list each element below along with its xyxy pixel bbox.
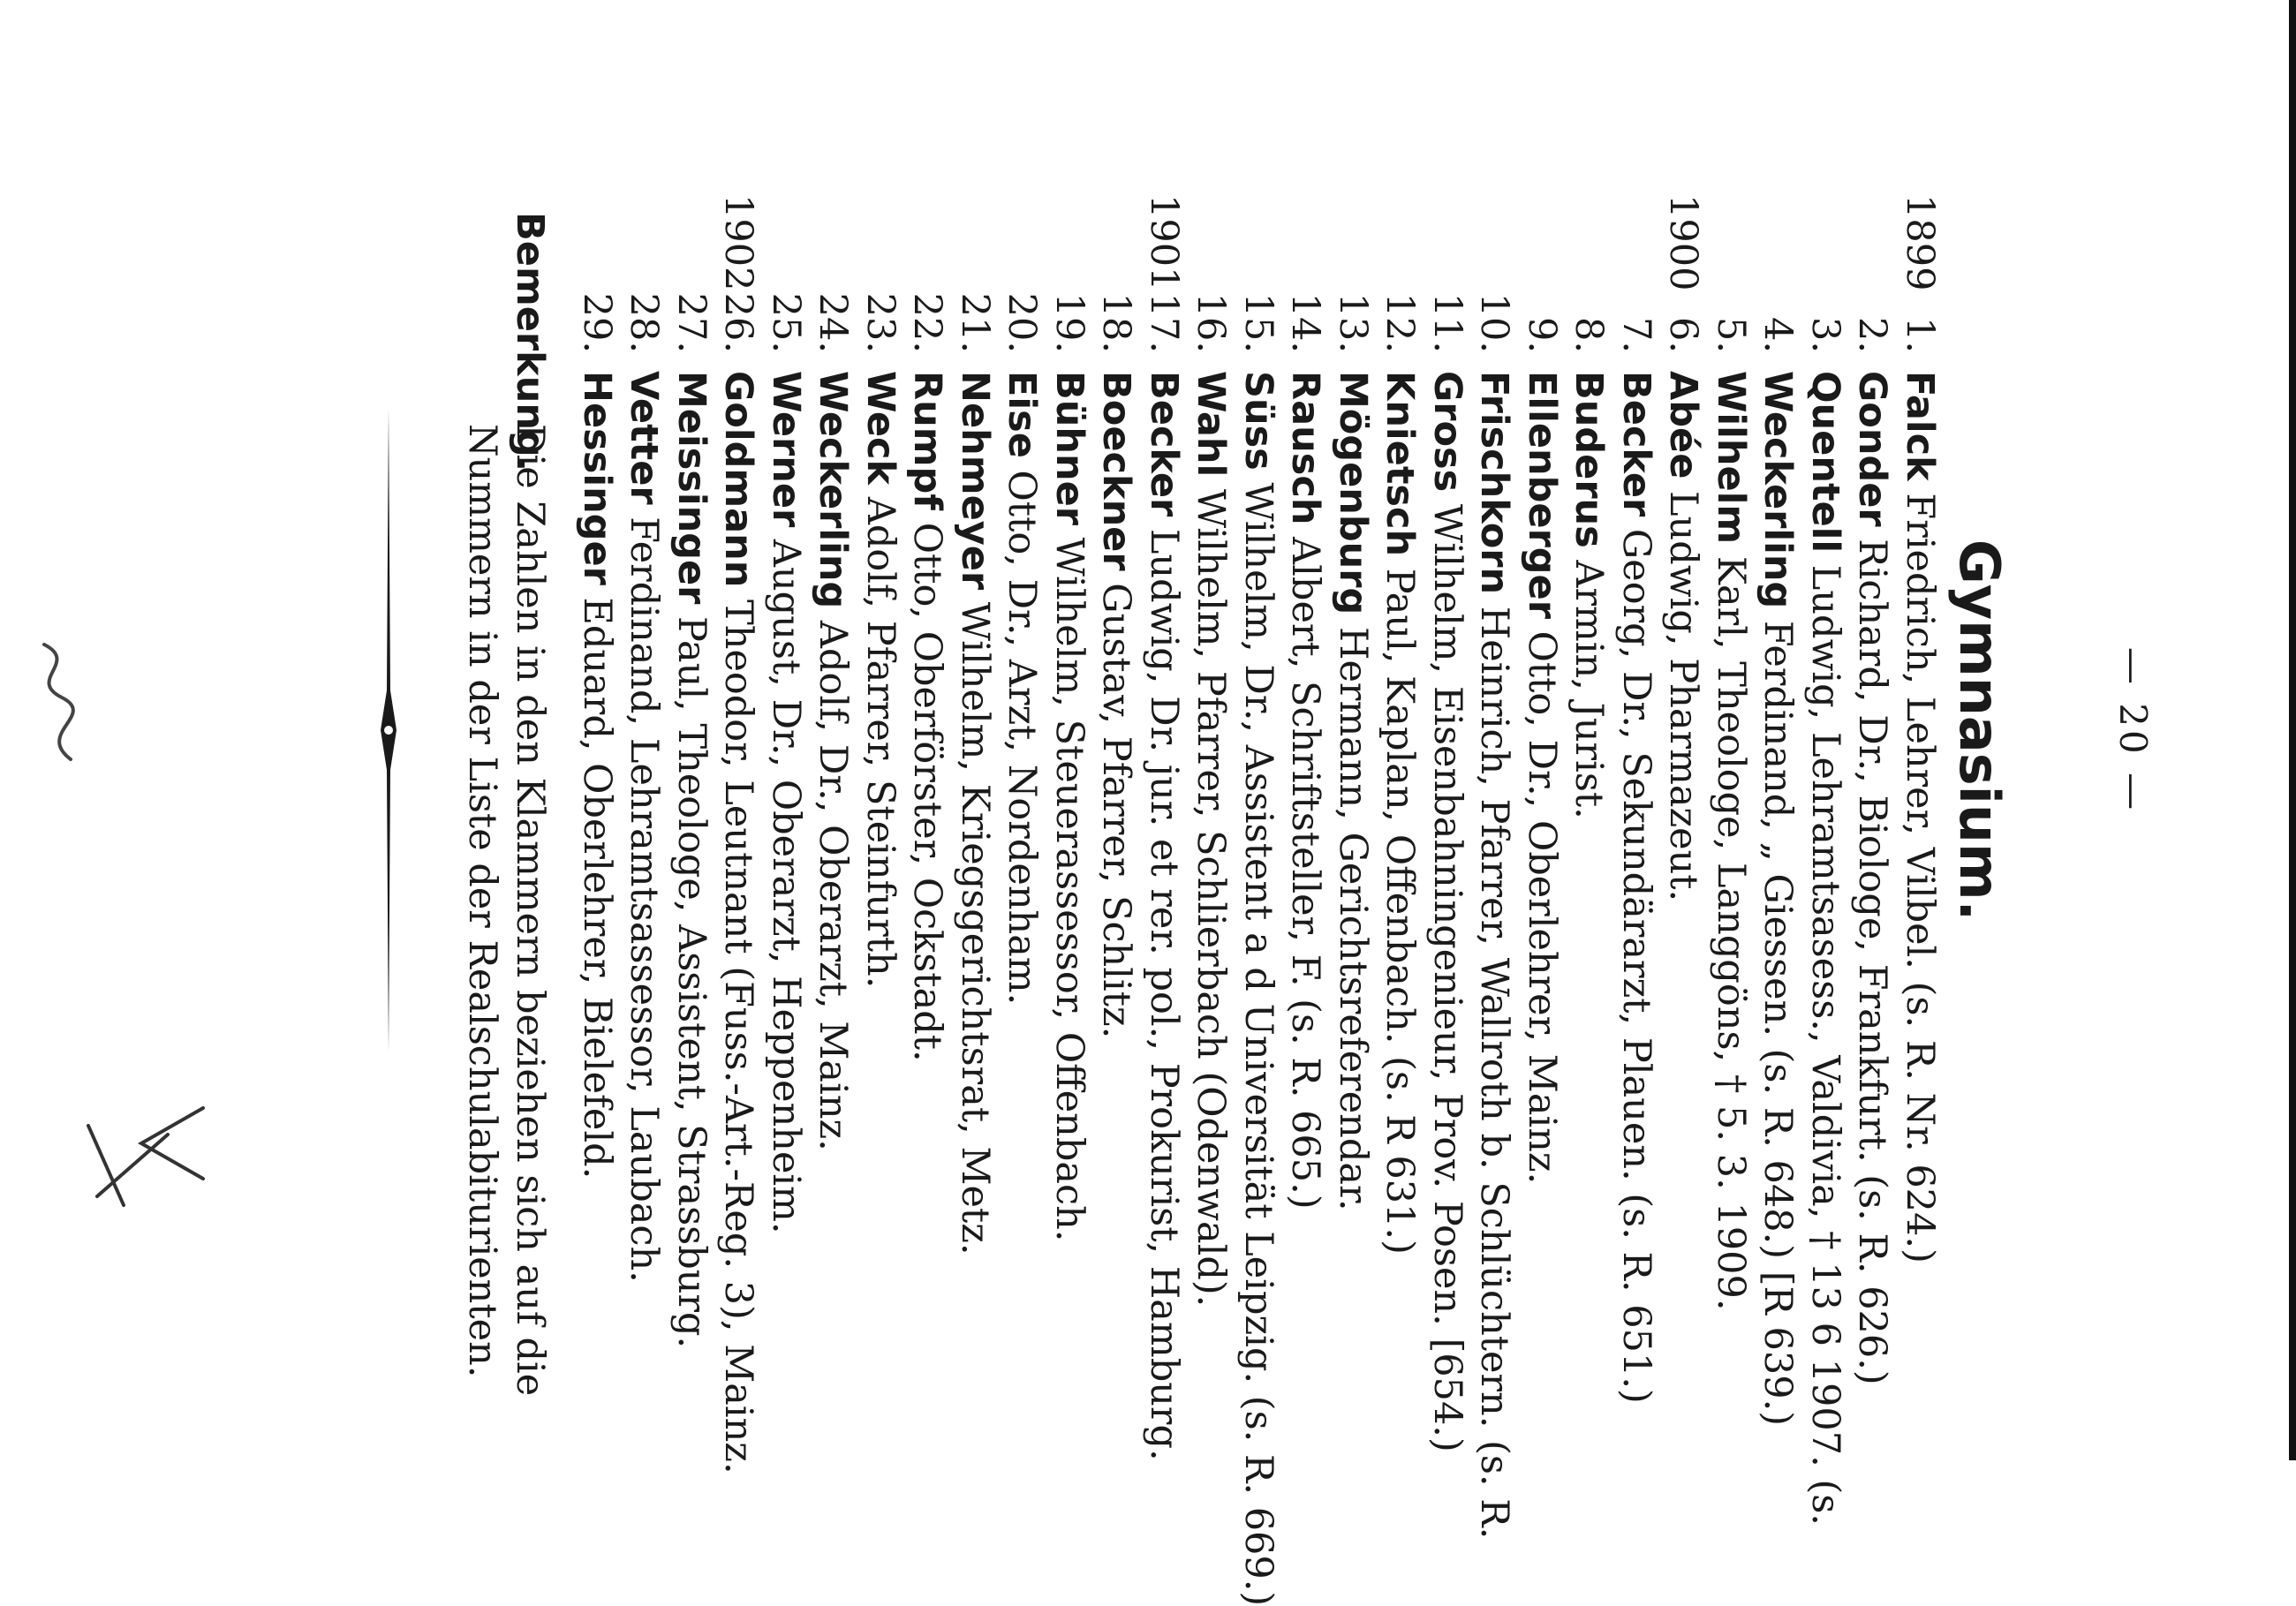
entry-details: Ferdinand, „ Giessen. (s. R. 648.) [R 639.) — [1756, 608, 1801, 1427]
entry-surname: Gross — [1425, 371, 1469, 493]
entry-text — [1896, 371, 1944, 1263]
entry-text — [1235, 371, 1282, 1606]
entry-text — [951, 371, 999, 1255]
list-item — [620, 194, 668, 1466]
entry-number: 9. — [1520, 316, 1564, 353]
entry-text — [1659, 371, 1707, 901]
entry-text — [573, 371, 621, 1179]
entry-number: 19. — [1047, 292, 1091, 353]
list-item — [1281, 194, 1329, 1466]
entry-details: Wilhelm, Steuerassessor, Offenbach. — [1047, 524, 1091, 1242]
list-item — [1848, 194, 1896, 1466]
list-item — [1754, 194, 1801, 1466]
list-item — [1896, 194, 1944, 1466]
entry-surname: Frischkorn — [1472, 371, 1517, 595]
entry-surname: Wilhelm — [1709, 371, 1753, 545]
entry-text — [1092, 371, 1140, 1038]
entry-text — [857, 371, 904, 988]
entry-surname: Becker — [1142, 371, 1186, 517]
entry-details: Paul, Theologe, Assistent, Strassburg. — [669, 604, 714, 1349]
entry-surname: Mögenburg — [1331, 371, 1375, 615]
entry-text — [1801, 371, 1849, 1526]
entry-number: 20. — [1000, 292, 1045, 353]
entry-details: Adolf, Dr., Oberarzt, Mainz. — [811, 608, 856, 1151]
list-item — [1140, 194, 1188, 1466]
entry-number: 17. — [1142, 292, 1186, 353]
entry-surname: Ellenberger — [1520, 371, 1564, 619]
entry-number: 8. — [1567, 316, 1612, 353]
list-item — [903, 194, 951, 1466]
entry-surname: Knietsch — [1378, 371, 1423, 557]
entry-number: 26. — [716, 292, 761, 353]
entry-surname: Buderus — [1567, 371, 1612, 548]
entry-surname: Bühner — [1047, 371, 1091, 525]
list-item — [1707, 194, 1755, 1466]
entry-number: 22. — [905, 292, 950, 353]
entry-details: Heinrich, Pfarrer, Wallroth b. Schlüchtern. (s. R. — [1472, 594, 1517, 1540]
list-item — [1801, 194, 1849, 1526]
entry-text — [762, 371, 810, 1234]
entry-surname: Süss — [1236, 371, 1280, 471]
list-item — [1612, 194, 1660, 1466]
entry-surname: Hessinger — [575, 371, 619, 585]
remark-text-line-2: Nummern in der Liste der Realschulabiturienten. — [460, 424, 504, 1378]
entry-surname: Werner — [764, 371, 808, 528]
entry-number: 28. — [622, 292, 667, 353]
entry-details: Eduard, Oberlehrer, Bielefeld. — [575, 584, 619, 1180]
list-item — [1235, 194, 1282, 1606]
entry-surname: Goldmann — [716, 371, 761, 588]
entry-surname: Vetter — [622, 371, 667, 505]
entry-number: 12. — [1378, 292, 1423, 353]
list-item — [857, 194, 904, 1466]
entry-details: Ludwig, Pharmazeut. — [1661, 479, 1706, 902]
entry-text — [1329, 371, 1377, 1211]
entry-details: Richard, Dr., Biologe, Frankfurt. (s. R. 626.) — [1850, 526, 1895, 1385]
list-item — [1092, 194, 1140, 1466]
list-item — [1424, 194, 1471, 1466]
entry-text — [1754, 371, 1801, 1426]
entry-surname: Rumpf — [905, 371, 950, 511]
entry-details: Paul, Kaplan, Offenbach. (s. R 631.) — [1378, 556, 1423, 1255]
list-item — [951, 194, 999, 1466]
entry-text — [998, 371, 1046, 1005]
entry-details: Albert, Schriftsteller, F. (s. R. 665.) — [1283, 524, 1328, 1210]
entry-number: 18. — [1094, 292, 1139, 353]
entry-number: 14. — [1283, 292, 1328, 353]
entry-number: 27. — [669, 292, 714, 353]
entry-surname: Boeckner — [1094, 371, 1139, 571]
list-item — [1187, 194, 1235, 1466]
entry-number: 23. — [858, 292, 903, 353]
entry-number: 15. — [1236, 292, 1280, 353]
remark-label: Bemerkung. — [508, 212, 552, 472]
entry-text — [1565, 371, 1612, 819]
entry-surname: Gonder — [1850, 371, 1895, 527]
entry-details: August, Dr., Oberarzt, Heppenheim. — [764, 527, 808, 1234]
entry-details: Georg, Dr., Sekundärarzt, Plauen. (s. R. 651.) — [1614, 516, 1658, 1404]
ornament-divider — [375, 408, 402, 1052]
entry-surname: Weck — [858, 371, 903, 486]
entry-text — [1848, 371, 1896, 1385]
entry-surname: Becker — [1614, 371, 1658, 517]
entry-text — [620, 371, 668, 1283]
entry-year: 1902 — [716, 194, 761, 291]
entry-details: Wilhelm, Kriegsgerichtsrat, Metz. — [953, 590, 997, 1255]
entry-details: Wilhelm, Eisenbahningenieur, Prov. Posen. [654.) — [1425, 492, 1469, 1452]
entry-number: 11. — [1425, 292, 1469, 353]
entry-details: Otto, Dr., Arzt, Nordenham. — [1000, 457, 1045, 1006]
entry-details: Otto, Dr., Oberlehrer, Mainz. — [1520, 618, 1564, 1185]
entry-text — [1376, 371, 1424, 1255]
entry-number: 1. — [1898, 316, 1942, 353]
entry-number: 6. — [1661, 316, 1706, 353]
entry-surname: Falck — [1898, 371, 1942, 481]
entry-number: 16. — [1189, 292, 1234, 353]
entry-number: 21. — [953, 292, 997, 353]
entry-details: Adolf, Pfarrer, Steinfurth. — [858, 485, 903, 989]
entry-year: 1899 — [1898, 194, 1942, 291]
handwritten-signature-icon — [18, 636, 88, 768]
entry-text — [1046, 371, 1093, 1241]
entry-year: 1900 — [1661, 194, 1706, 291]
page-number: — 20 — — [2111, 646, 2155, 814]
entry-details: Friedrich, Lehrer, Vilbel. (s. R. Nr. 624.) — [1898, 480, 1942, 1263]
entry-number: 2. — [1850, 316, 1895, 353]
entry-text — [1140, 371, 1188, 1461]
entry-details: Karl, Theologe, Langgöns, † 5. 3. 1909. — [1709, 544, 1753, 1311]
entry-details: Ludwig, Dr. jur. et rer. pol., Prokurist, Hamburg. — [1142, 516, 1186, 1461]
entry-surname: Eise — [1000, 371, 1045, 458]
page-title: Gymnasium. — [1947, 539, 2012, 922]
remark-text-line-1: Die Zahlen in den Klammern beziehen sich auf die — [508, 424, 552, 1397]
list-item — [1376, 194, 1424, 1466]
handwritten-mark-icon — [62, 1090, 221, 1223]
entry-details: Hermann, Gerichtsreferendar. — [1331, 615, 1375, 1211]
entry-year: 1901 — [1142, 194, 1186, 291]
entry-number: 7. — [1614, 316, 1658, 353]
entry-text — [1470, 371, 1518, 1539]
entry-text — [1281, 371, 1329, 1210]
list-item — [573, 194, 621, 1466]
entry-surname: Wahl — [1189, 371, 1234, 478]
entry-details: Theodor, Leutnant (Fuss.-Art.-Reg. 3), Mainz. — [716, 587, 761, 1474]
entry-surname: Rausch — [1283, 371, 1328, 525]
list-item — [714, 194, 762, 1474]
entry-surname: Abée — [1661, 371, 1706, 479]
entry-number: 10. — [1472, 292, 1517, 353]
entry-number: 13. — [1331, 292, 1375, 353]
list-item — [668, 194, 715, 1466]
entry-number: 3. — [1803, 316, 1847, 353]
entry-text — [809, 371, 857, 1151]
entry-surname: Nehmeyer — [953, 371, 997, 591]
entry-details: Wilhelm, Pfarrer, Schlierbach (Odenwald). — [1189, 477, 1234, 1308]
entry-surname: Weckerling — [811, 371, 856, 609]
list-item — [1565, 194, 1612, 1466]
entry-number: 5. — [1709, 316, 1753, 353]
entry-text — [1612, 371, 1660, 1404]
list-item — [1470, 194, 1518, 1540]
entry-text — [1707, 371, 1755, 1311]
entry-number: 24. — [811, 292, 856, 353]
entry-text — [1187, 371, 1235, 1307]
entry-number: 4. — [1756, 316, 1801, 353]
entry-surname: Weckerling — [1756, 371, 1801, 609]
entry-text — [714, 371, 762, 1474]
entry-number: 29. — [575, 292, 619, 353]
list-item — [998, 194, 1046, 1466]
entry-text — [903, 371, 951, 1062]
entry-details: Ferdinand, Lehramtsassessor, Laubach. — [622, 504, 667, 1283]
entry-details: Otto, Oberförster, Ockstadt. — [905, 510, 950, 1062]
entry-surname: Quentell — [1803, 371, 1847, 554]
entry-text — [668, 371, 715, 1348]
list-item — [809, 194, 857, 1466]
list-item — [762, 194, 810, 1466]
entry-text — [1518, 371, 1566, 1184]
entry-details: Armin, Jurist. — [1567, 547, 1612, 819]
list-item — [1046, 194, 1093, 1466]
entry-surname: Meissinger — [669, 371, 714, 605]
entry-details: Wilhelm, Dr., Assistent a d Universität Leipzig. (s. R. 669.) — [1236, 470, 1280, 1606]
entry-text — [1424, 371, 1471, 1452]
entry-list — [573, 194, 1944, 1606]
list-item — [1659, 194, 1707, 1466]
list-item — [1518, 194, 1566, 1466]
list-item — [1329, 194, 1377, 1466]
entry-number: 25. — [764, 292, 808, 353]
entry-details: Gustav, Pfarrer, Schlitz. — [1094, 570, 1139, 1039]
entry-details: Ludwig, Lehramtsasess., Valdivia, † 13 6 1907. (s. — [1803, 553, 1847, 1526]
